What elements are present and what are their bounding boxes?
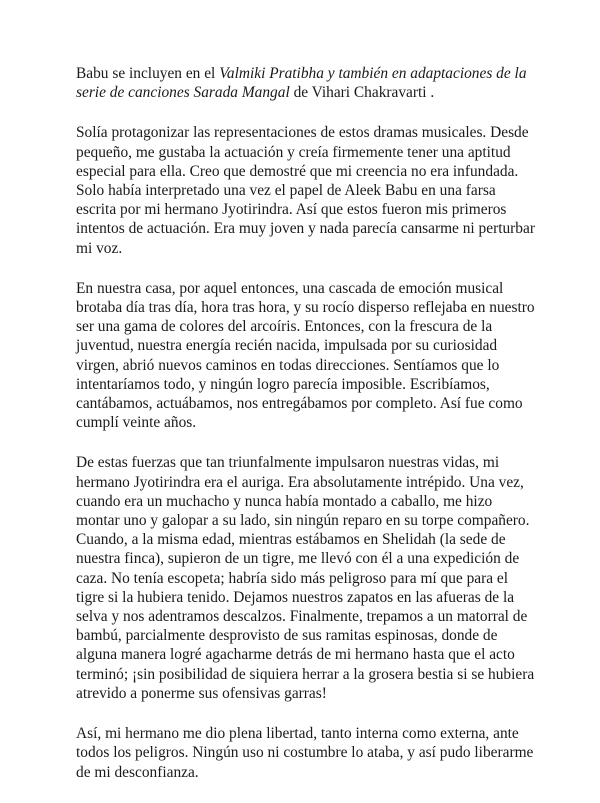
paragraph-1-prefix: Babu se incluyen en el (76, 65, 220, 82)
paragraph-4: De estas fuerzas que tan triunfalmente impulsaron nuestras vidas, mi hermano Jyotirindra era el auriga. Era absolutamente intrépido. Una vez, cuando era un muchacho y nunca había montado a caballo, me hizo montar uno y galopar a su lado, sin ningún reparo en su torpe compañero. Cuando, a la misma edad, mientras estábamos en Shelidah (la sede de nuestra finca), supieron de un tigre, me llevó con él a una expedición de caza. No tenía escopeta; habría sido más peligroso para mí que para el tigre si la hubiera tenido. Dejamos nuestros zapatos en las afueras de la selva y nos adentramos descalzos. Finalmente, trepamos a un matorral de bambú, parcialmente desprovisto de sus ramitas espinosas, donde de alguna manera logré agacharme detrás de mi hermano hasta que el acto terminó; ¡sin posibilidad de siquiera herrar a la grosera bestia si se hubiera atrevido a ponerme sus ofensivas garras! (76, 454, 535, 702)
paragraph-1-italic-titles: Valmiki Pratibha y también en adaptaciones de la serie de canciones Sarada Mangal (76, 65, 527, 102)
paragraph-1-suffix: de Vihari Chakravarti . (289, 84, 435, 102)
paragraph-5: Así, mi hermano me dio plena libertad, tanto interna como externa, ante todos los peligros. Ningún uso ni costumbre lo ataba, y así pudo liberarme de mi desconfianza. (76, 725, 534, 781)
paragraph-1 (76, 64, 536, 102)
document-page (76, 64, 536, 803)
paragraph-3: En nuestra casa, por aquel entonces, una cascada de emoción musical brotaba día tras día, hora tras hora, y su rocío disperso reflejaba en nuestro ser una gama de colores del arcoíris. Entonces, con la frescura de la juventud, nuestra energía recién nacida, impulsada por su curiosidad virgen, abrió nuevos caminos en todas direcciones. Sentíamos que lo intentaríamos todo, y ningún logro parecía imposible. Escribíamos, cantábamos, actuábamos, nos entregábamos por completo. Así fue como cumplí veinte años. (76, 279, 535, 432)
paragraph-2: Solía protagonizar las representaciones de estos dramas musicales. Desde pequeño, me gustaba la actuación y creía firmemente tener una aptitud especial para ella. Creo que demostré que mi creencia no era infundada. Solo había interpretado una vez el papel de Aleek Babu en una farsa escrita por mi hermano Jyotirindra. Así que estos fueron mis primeros intentos de actuación. Era muy joven y nada parecía cansarme ni perturbar mi voz. (76, 124, 535, 257)
